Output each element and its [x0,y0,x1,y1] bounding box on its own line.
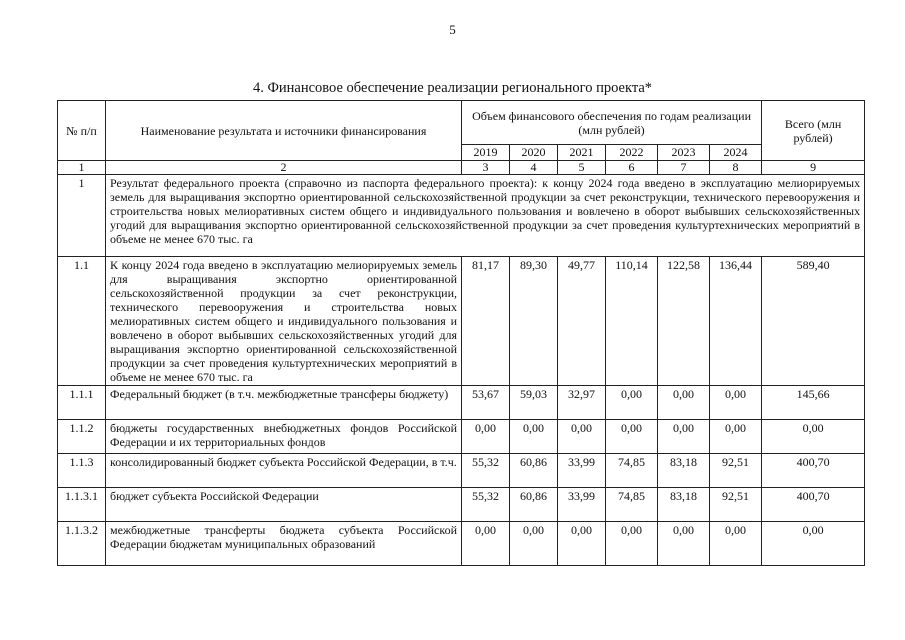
column-number: 1 [58,161,106,175]
value-cell: 0,00 [558,522,606,566]
row-name: бюджет субъекта Российской Федерации [106,488,462,522]
value-cell: 0,00 [558,420,606,454]
value-cell: 92,51 [710,488,762,522]
header-year: 2022 [606,145,658,161]
value-cell: 0,00 [658,522,710,566]
value-cell: 0,00 [510,420,558,454]
header-volume: Объем финансового обеспечения по годам реализации (млн рублей) [462,101,762,145]
header-year: 2024 [710,145,762,161]
value-cell: 0,00 [658,386,710,420]
value-cell: 0,00 [710,420,762,454]
table-row [58,488,865,522]
value-cell: 0,00 [462,522,510,566]
value-cell: 32,97 [558,386,606,420]
financing-table [57,100,865,566]
table-row [58,420,865,454]
total-cell: 145,66 [762,386,865,420]
header-year: 2019 [462,145,510,161]
row-number: 1 [58,175,106,257]
row-name: Федеральный бюджет (в т.ч. межбюджетные трансферы бюджету) [106,386,462,420]
table-row [58,175,865,257]
column-number: 6 [606,161,658,175]
value-cell: 0,00 [462,420,510,454]
value-cell: 0,00 [606,420,658,454]
value-cell: 0,00 [658,420,710,454]
section-title: 4. Финансовое обеспечение реализации регионального проекта* [252,80,653,96]
value-cell: 0,00 [606,522,658,566]
row-number: 1.1 [58,257,106,386]
value-cell: 0,00 [710,522,762,566]
value-cell: 81,17 [462,257,510,386]
column-number: 2 [106,161,462,175]
column-number: 4 [510,161,558,175]
header-name: Наименование результата и источники финансирования [106,101,462,161]
total-cell: 0,00 [762,522,865,566]
table-row [58,522,865,566]
header-year: 2021 [558,145,606,161]
total-cell: 589,40 [762,257,865,386]
total-cell: 0,00 [762,420,865,454]
value-cell: 0,00 [710,386,762,420]
value-cell: 59,03 [510,386,558,420]
value-cell: 110,14 [606,257,658,386]
value-cell: 74,85 [606,454,658,488]
value-cell: 60,86 [510,454,558,488]
total-cell: 400,70 [762,488,865,522]
column-number: 9 [762,161,865,175]
table-row [58,454,865,488]
column-number: 7 [658,161,710,175]
value-cell: 33,99 [558,454,606,488]
row-number: 1.1.3 [58,454,106,488]
value-cell: 74,85 [606,488,658,522]
value-cell: 0,00 [606,386,658,420]
row-number: 1.1.2 [58,420,106,454]
section-result-text: Результат федерального проекта (справочно из паспорта федерального проекта): к концу 2024 года введено в эксплуатацию мелиорируемых земель для выращивания экспортно ориентированной сельскохозяйственной продукции за счет реконструкции, технического перевооружения и строительства новых мелиоративных систем общего и индивидуального пользования и вовлечено в оборот выбывших сельскохозяйственных угодий для выращивания экспортно ориентированной сельскохозяйственной продукции за счет проведения культуртехнических мероприятий в объеме не менее 670 тыс. га [106,175,865,257]
table-row [58,257,865,386]
header-total: Всего (млн рублей) [762,101,865,161]
table-row [58,386,865,420]
header-year: 2023 [658,145,710,161]
value-cell: 83,18 [658,454,710,488]
total-cell: 400,70 [762,454,865,488]
row-name: К концу 2024 года введено в эксплуатацию мелиорируемых земель для выращивания экспортно ориентированной сельскохозяйственной продукции за счет реконструкции, технического перевооружения и строительства новых мелиоративных систем общего и индивидуального пользования и вовлечено в оборот выбывших сельскохозяйственных угодий для выращивания экспортно ориентированной сельскохозяйственной продукции за счет проведения культуртехнических мероприятий в объеме не менее 670 тыс. га [106,257,462,386]
value-cell: 49,77 [558,257,606,386]
value-cell: 92,51 [710,454,762,488]
value-cell: 33,99 [558,488,606,522]
column-number: 3 [462,161,510,175]
value-cell: 60,86 [510,488,558,522]
value-cell: 55,32 [462,454,510,488]
value-cell: 136,44 [710,257,762,386]
row-name: межбюджетные трансферты бюджета субъекта Российской Федерации бюджетам муниципальных образований [106,522,462,566]
header-year: 2020 [510,145,558,161]
page-number: 5 [449,22,456,37]
header-num: № п/п [58,101,106,161]
row-number: 1.1.3.1 [58,488,106,522]
row-name: консолидированный бюджет субъекта Российской Федерации, в т.ч. [106,454,462,488]
value-cell: 53,67 [462,386,510,420]
value-cell: 0,00 [510,522,558,566]
row-number: 1.1.1 [58,386,106,420]
value-cell: 83,18 [658,488,710,522]
column-number: 5 [558,161,606,175]
row-number: 1.1.3.2 [58,522,106,566]
value-cell: 55,32 [462,488,510,522]
value-cell: 122,58 [658,257,710,386]
row-name: бюджеты государственных внебюджетных фондов Российской Федерации и их территориальных фондов [106,420,462,454]
value-cell: 89,30 [510,257,558,386]
column-number: 8 [710,161,762,175]
